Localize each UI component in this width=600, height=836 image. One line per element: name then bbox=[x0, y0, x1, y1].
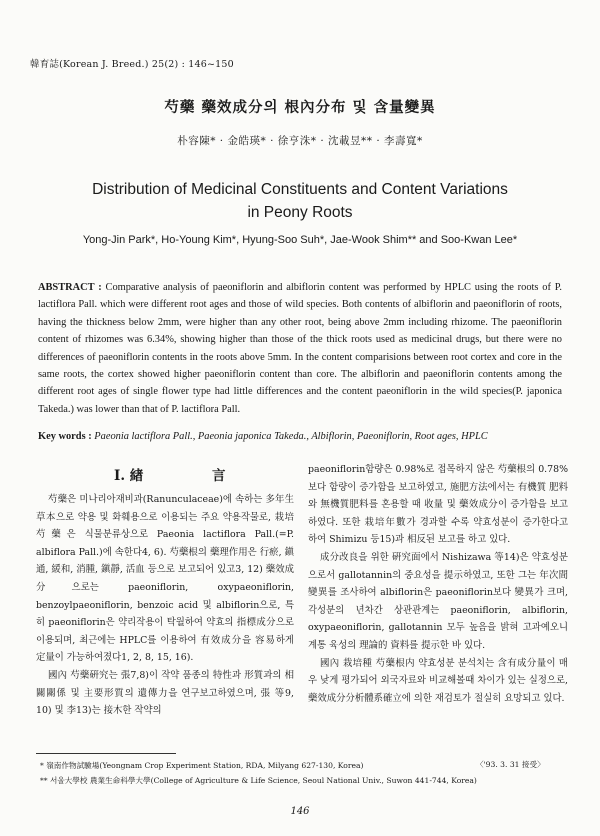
right-paragraph-2: 成分改良을 위한 硏究面에서 Nishizawa 等14)은 약효성분으로서 gallotannin의 중요성을 提示하였고, 또한 그는 年次間 變異를 조사하여 albiflorin은 paeoniflorin보다 變異가 크며, 각성분의 년차간 상관관계는 paeoniflorin, albiflorin, oxypaeoniflorin, gallotannin 모두 높음을 밝혀 고과예오니계통 육성의 理論的 資料를 提示한 바 있다. bbox=[308, 551, 568, 651]
abstract-label: ABSTRACT : bbox=[38, 282, 102, 293]
right-column bbox=[308, 461, 568, 707]
section-number: I. 緖 bbox=[114, 468, 144, 484]
journal-citation: 韓育誌(Korean J. Breed.) 25(2) : 146~150 bbox=[30, 59, 234, 70]
keywords bbox=[38, 431, 568, 442]
section-title: 言 bbox=[212, 468, 226, 484]
korean-authors: 朴容陳* · 金皓瑛* · 徐亨洙* · 沈載昱** · 李壽寬* bbox=[177, 135, 423, 147]
footnote-divider bbox=[36, 753, 176, 754]
abstract bbox=[38, 279, 562, 418]
footnote-2: ** 서울大學校 農業生命科學大學(College of Agriculture & Life Science, Seoul National Univ., Suwon 441-744, Korea) bbox=[40, 776, 477, 785]
received-date: 〈'93. 3. 31 接受〉 bbox=[476, 760, 545, 769]
english-authors: Yong-Jin Park*, Ho-Young Kim*, Hyung-Soo Suh*, Jae-Wook Shim** and Soo-Kwan Lee* bbox=[82, 234, 518, 246]
left-column bbox=[36, 491, 294, 720]
keywords-text: Paeonia lactiflora Pall., Paeonia japonica Takeda., Albiflorin, Paeoniflorin, Root ages, HPLC bbox=[94, 431, 488, 442]
korean-title: 芍藥 藥效成分의 根內分布 및 含量變異 bbox=[164, 99, 436, 116]
english-title-line2: in Peony Roots bbox=[247, 204, 353, 221]
left-paragraph-2: 國內 芍藥硏究는 張7,8)이 작약 품종의 特性과 形質과의 相關關係 및 主要形質의 遺傳力을 연구보고하였으며, 張 等9, 10) 및 李13)는 接木한 작약의 bbox=[36, 669, 294, 717]
right-paragraph-1: paeoniflorin함량은 0.98%로 접목하지 않은 芍藥根의 0.78%보다 함량이 증가함을 보고하였고, 施肥方法에서는 有機質 肥料와 無機質肥料를 혼용할 때 收量 및 藥效成分이 증가함을 보고하였다. 또한 栽培年數가 경과할 수록 약효성분이 증가한다고 하여 Shimizu 등15)과 相反된 보고를 하고 있다. bbox=[308, 464, 568, 546]
keywords-label: Key words : bbox=[38, 431, 92, 442]
english-title bbox=[0, 178, 600, 224]
page-number: 146 bbox=[290, 806, 310, 817]
english-title-line1: Distribution of Medicinal Constituents and Content Variations bbox=[92, 181, 508, 198]
abstract-text: Comparative analysis of paeoniflorin and albiflorin content was performed by HPLC using the roots of P. lactiflora Pall. which were different root ages and those of wild species. Both contents of albiflorin and paeoniflorin of roots, having the thickness below 2mm, were higher than any other root, being above 2mm including rhizome. The paeoniflorin content of rhizomes was 6.34%, showing higher than those of the thick roots used as medicinal drugs, but there were no differences of paeoniflorin contents in the roots above 5mm. In the content comparisions between root cortex and core in the same roots, the cortex showed higher paeoniflorin content than core. The albiflorin and paeoniflorin contents among the different root ages of single flower type had little differences and the content paeoniflorin in the wild species(P. japonica Takeda.) was lower than that of P. lactiflora Pall. bbox=[38, 282, 562, 415]
left-paragraph-1: 芍藥은 미나리아재비과(Ranunculaceae)에 속하는 多年生 草本으로 약용 및 화훼용으로 이용되는 주요 약용작물로, 栽培芍藥은 식물분류상으로 Paeonia lactiflora Pall.(=P. albiflora Pall.)에 속한다4, 6). 芍藥根의 藥理作用은 行瘀, 鎭通, 緩和, 消腫, 鎭靜, 活血 등으로 보고되어 있고3, 12) 藥效成分으로는 paeoniflorin, oxypaeoniflorin, benzoylpaeoniflorin, benzoic acid 및 albiflorin으로, 특히 paeoniflorin은 약리작용이 탁월하여 약효의 指標成分으로 이용되며, 최근에는 HPLC를 이용하여 有效成分을 容易하게 定量이 가능하여졌다1, 2, 8, 15, 16). bbox=[36, 494, 294, 664]
right-paragraph-3: 國內 栽培種 芍藥根内 약효성분 분석치는 含有成分量이 매우 낮게 평가되어 외국자료와 비교해볼때 차이가 있는 실정으로, 藥效成分分析體系確立에 의한 재검토가 절실히 요망되고 있다. bbox=[308, 657, 568, 704]
footnote-1: * 嶺南作物試驗場(Yeongnam Crop Experiment Station, RDA, Milyang 627-130, Korea) bbox=[40, 761, 364, 770]
